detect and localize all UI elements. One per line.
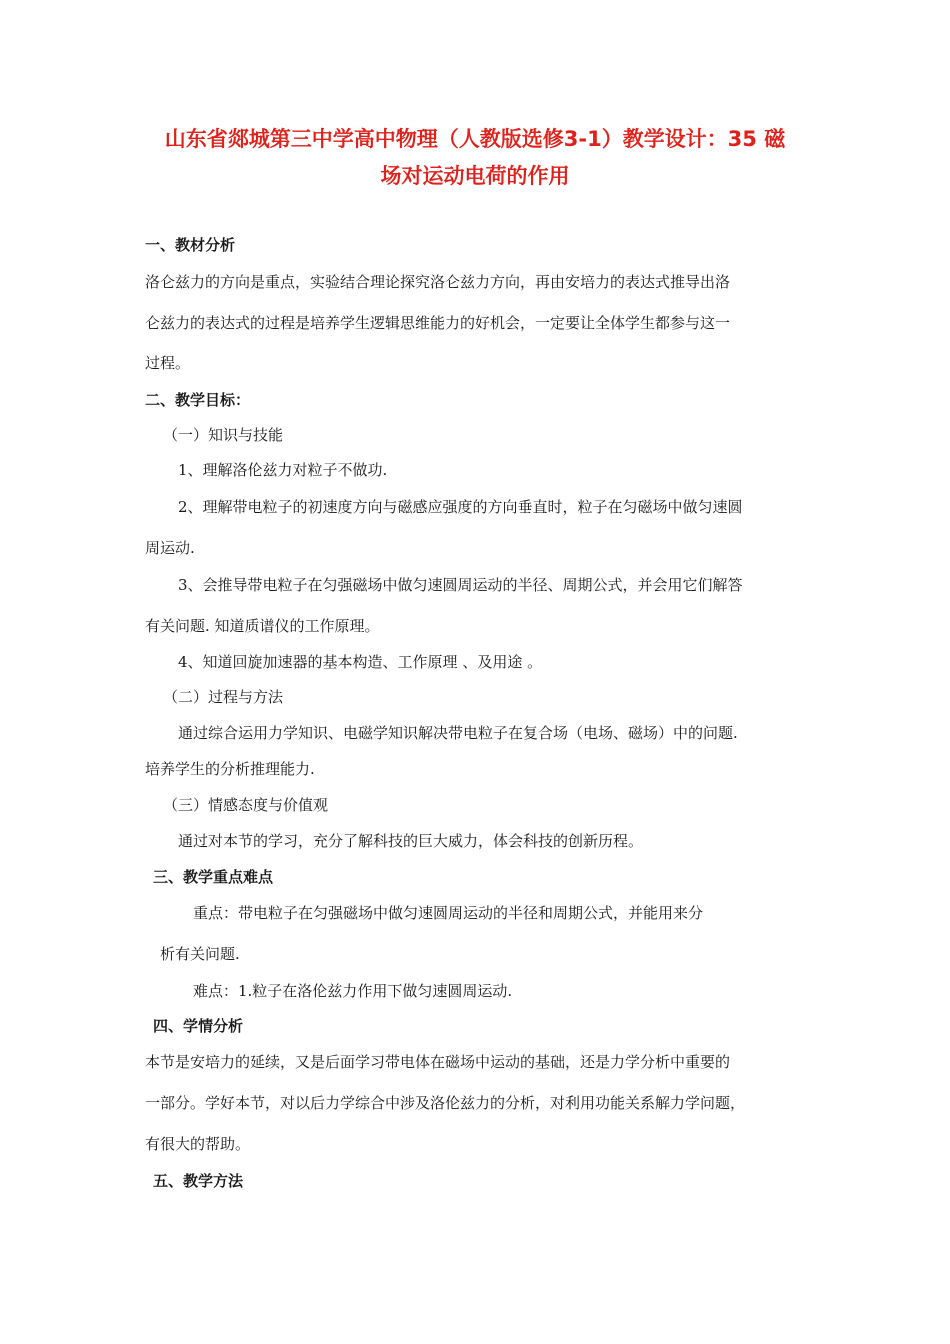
paragraph-line: 难点：1.粒子在洛伦兹力作用下做匀速圆周运动.	[193, 982, 513, 1000]
list-item: 4、知道回旋加速器的基本构造、工作原理 、及用途 。	[178, 653, 543, 671]
list-item-continuation: 周运动.	[145, 539, 195, 557]
section-heading-2: 二、教学目标：	[145, 391, 251, 409]
paragraph-line: 有很大的帮助。	[145, 1135, 251, 1153]
paragraph-line: 一部分。学好本节，对以后力学综合中涉及洛伦兹力的分析，对利用功能关系解力学问题，	[145, 1094, 746, 1112]
paragraph-line: 通过对本节的学习，充分了解科技的巨大威力，体会科技的创新历程。	[178, 832, 644, 850]
paragraph-line: 通过综合运用力学知识、电磁学知识解决带电粒子在复合场（电场、磁场）中的问题.	[178, 724, 738, 742]
section-heading-4: 四、学情分析	[153, 1017, 244, 1035]
paragraph-line: 析有关问题.	[160, 945, 240, 963]
subheading: （三）情感态度与价值观	[163, 796, 329, 814]
paragraph-line: 仑兹力的表达式的过程是培养学生逻辑思维能力的好机会，一定要让全体学生都参与这一	[145, 314, 731, 332]
list-item: 3、会推导带电粒子在匀强磁场中做匀速圆周运动的半径、周期公式，并会用它们解答	[178, 576, 743, 594]
section-heading-1: 一、教材分析	[145, 236, 236, 254]
document-title-line-2: 场对运动电荷的作用	[380, 164, 570, 188]
paragraph-line: 洛仑兹力的方向是重点，实验结合理论探究洛仑兹力方向，再由安培力的表达式推导出洛	[145, 273, 731, 291]
subheading: （二）过程与方法	[163, 688, 284, 706]
paragraph-line: 本节是安培力的延续，又是后面学习带电体在磁场中运动的基础，还是力学分析中重要的	[145, 1053, 731, 1071]
paragraph-line: 培养学生的分析推理能力.	[145, 760, 315, 778]
list-item: 2、理解带电粒子的初速度方向与磁感应强度的方向垂直时，粒子在匀磁场中做匀速圆	[178, 498, 743, 516]
section-heading-3: 三、教学重点难点	[153, 868, 274, 886]
section-heading-5: 五、教学方法	[153, 1172, 244, 1190]
paragraph-line: 重点：带电粒子在匀强磁场中做匀速圆周运动的半径和周期公式，并能用来分	[193, 904, 704, 922]
document-title-line-1: 山东省郯城第三中学高中物理（人教版选修3-1）教学设计：35 磁	[164, 127, 786, 151]
list-item: 1、理解洛伦兹力对粒子不做功.	[178, 461, 388, 479]
paragraph-line: 过程。	[145, 354, 191, 372]
subheading: （一）知识与技能	[163, 426, 284, 444]
list-item-continuation: 有关问题. 知道质谱仪的工作原理。	[145, 617, 380, 635]
